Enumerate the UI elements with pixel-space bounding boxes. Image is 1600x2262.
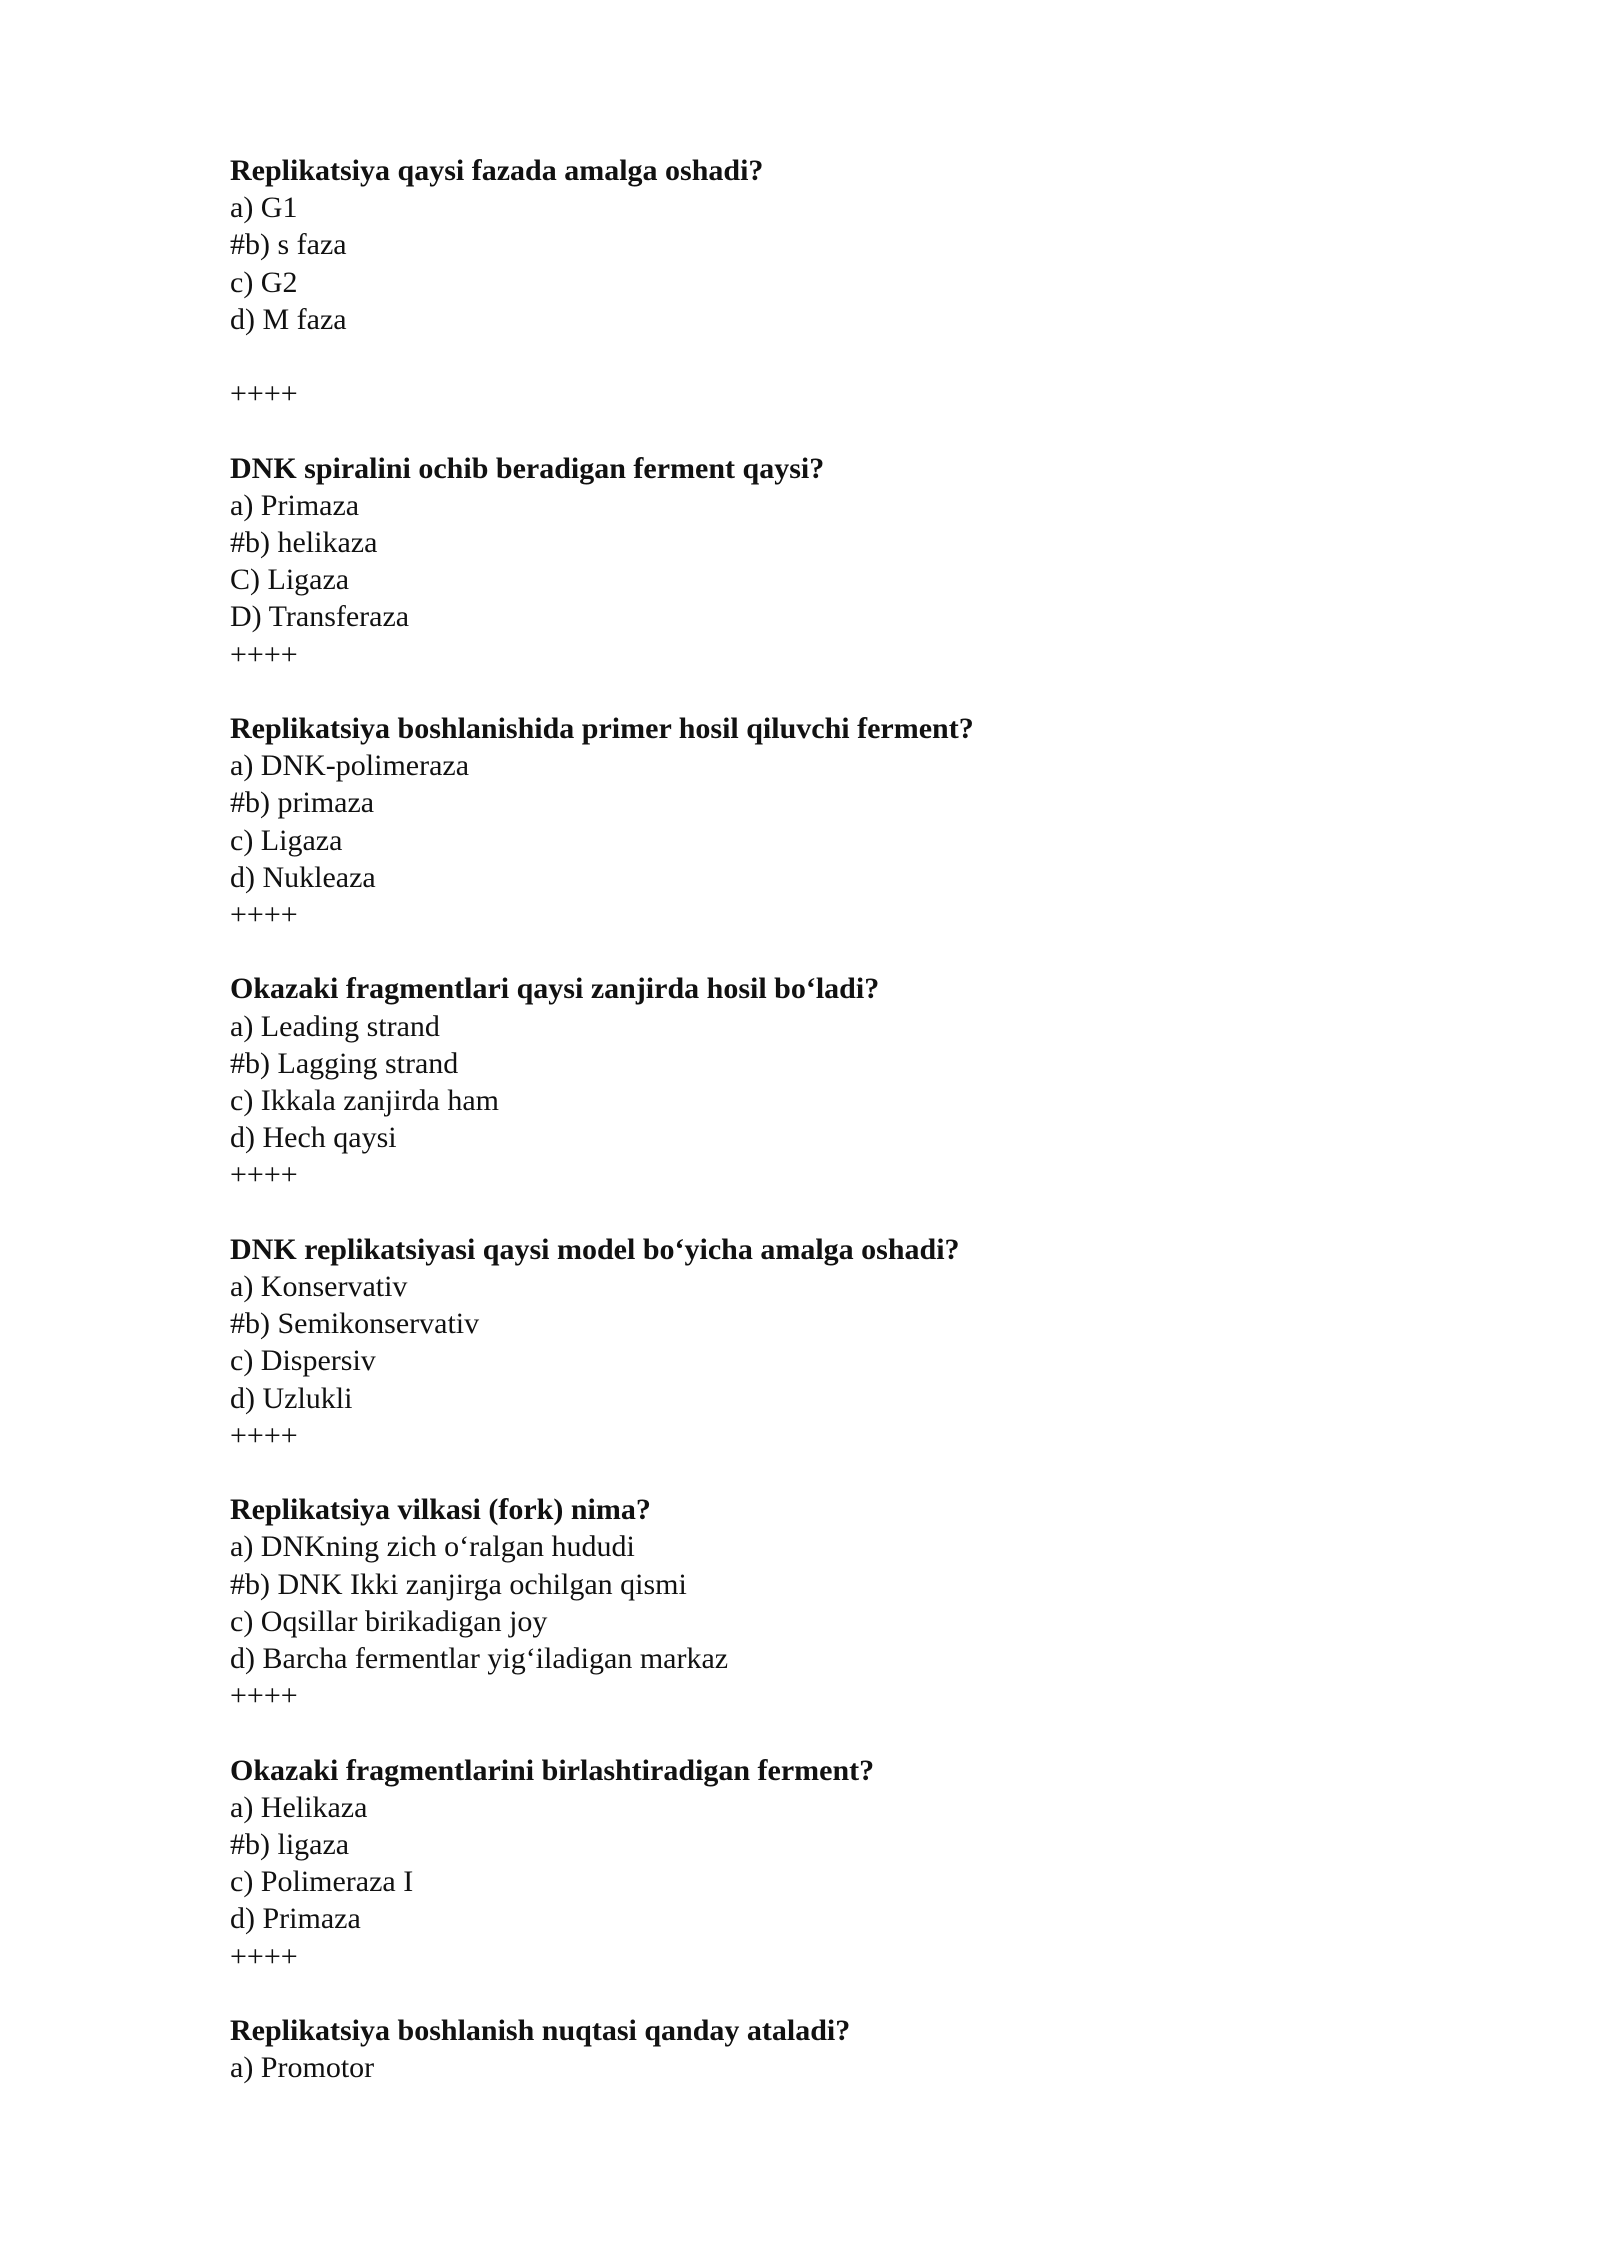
- question-block: [230, 1231, 1430, 1454]
- answer-option: C) Ligaza: [230, 563, 350, 597]
- question-separator: ++++: [230, 1418, 298, 1452]
- answer-option: a) DNK-polimeraza: [230, 749, 470, 783]
- spacer: [230, 673, 1430, 710]
- question-text: Okazaki fragmentlari qaysi zanjirda hosil bo‘ladi?: [230, 972, 880, 1006]
- answer-option: d) Primaza: [230, 1902, 361, 1936]
- question-separator: ++++: [230, 637, 298, 671]
- answer-option: a) Helikaza: [230, 1790, 368, 1824]
- answer-option: #b) helikaza: [230, 526, 378, 559]
- answer-option: #b) s faza: [230, 228, 347, 262]
- quiz-content: [230, 152, 1430, 2086]
- answer-option: c) Polimeraza I: [230, 1865, 414, 1899]
- question-text: Replikatsiya boshlanish nuqtasi qanday ataladi?: [230, 2014, 851, 2048]
- question-text: DNK spiralini ochib beradigan ferment qaysi?: [230, 451, 825, 485]
- question-block: [230, 970, 1430, 1193]
- question-separator: ++++: [230, 1679, 298, 1713]
- spacer: [230, 1194, 1430, 1231]
- answer-option: a) Leading strand: [230, 1009, 440, 1043]
- question-separator: ++++: [230, 898, 298, 932]
- answer-option: d) Uzlukli: [230, 1381, 353, 1415]
- spacer: [230, 1714, 1430, 1751]
- answer-option: #b) Lagging strand: [230, 1046, 459, 1080]
- question-block: [230, 710, 1430, 933]
- answer-option: c) Ikkala zanjirda ham: [230, 1084, 500, 1118]
- question-text: Okazaki fragmentlarini birlashtiradigan ferment?: [230, 1753, 875, 1787]
- answer-option: c) Oqsillar birikadigan joy: [230, 1604, 548, 1638]
- answer-option: a) DNKning zich o‘ralgan hududi: [230, 1530, 635, 1564]
- spacer: [230, 412, 1430, 449]
- answer-option: #b) primaza: [230, 786, 375, 820]
- answer-option: #b) DNK Ikki zanjirga ochilgan qismi: [230, 1567, 687, 1601]
- spacer: [230, 1454, 1430, 1491]
- question-block: [230, 152, 1430, 412]
- question-separator: ++++: [230, 1939, 298, 1973]
- answer-option: a) Primaza: [230, 488, 360, 522]
- answer-option: a) Konservativ: [230, 1270, 408, 1304]
- question-block: [230, 2012, 1430, 2086]
- answer-option: a) Promotor: [230, 2051, 375, 2085]
- question-block: [230, 450, 1430, 673]
- answer-option: d) Barcha fermentlar yig‘iladigan markaz: [230, 1642, 729, 1676]
- answer-option: c) G2: [230, 265, 298, 299]
- answer-option: D) Transferaza: [230, 600, 410, 634]
- spacer: [230, 1975, 1430, 2012]
- question-text: DNK replikatsiyasi qaysi model bo‘yicha amalga oshadi?: [230, 1232, 960, 1266]
- answer-option: #b) Semikonservativ: [230, 1307, 480, 1341]
- answer-option: d) Hech qaysi: [230, 1121, 397, 1155]
- answer-option: a) G1: [230, 191, 298, 225]
- spacer: [230, 933, 1430, 970]
- question-text: Replikatsiya vilkasi (fork) nima?: [230, 1493, 651, 1527]
- answer-option: #b) ligaza: [230, 1828, 350, 1862]
- question-block: [230, 1491, 1430, 1714]
- question-text: Replikatsiya boshlanishida primer hosil qiluvchi ferment?: [230, 712, 974, 745]
- question-block: [230, 1752, 1430, 1975]
- answer-option: d) M faza: [230, 302, 347, 336]
- question-separator: ++++: [230, 1158, 298, 1192]
- answer-option: c) Ligaza: [230, 823, 343, 857]
- answer-option: c) Dispersiv: [230, 1344, 376, 1378]
- spacer: [230, 338, 1430, 375]
- question-text: Replikatsiya qaysi fazada amalga oshadi?: [230, 154, 764, 187]
- answer-option: d) Nukleaza: [230, 860, 376, 894]
- question-separator: ++++: [230, 377, 298, 411]
